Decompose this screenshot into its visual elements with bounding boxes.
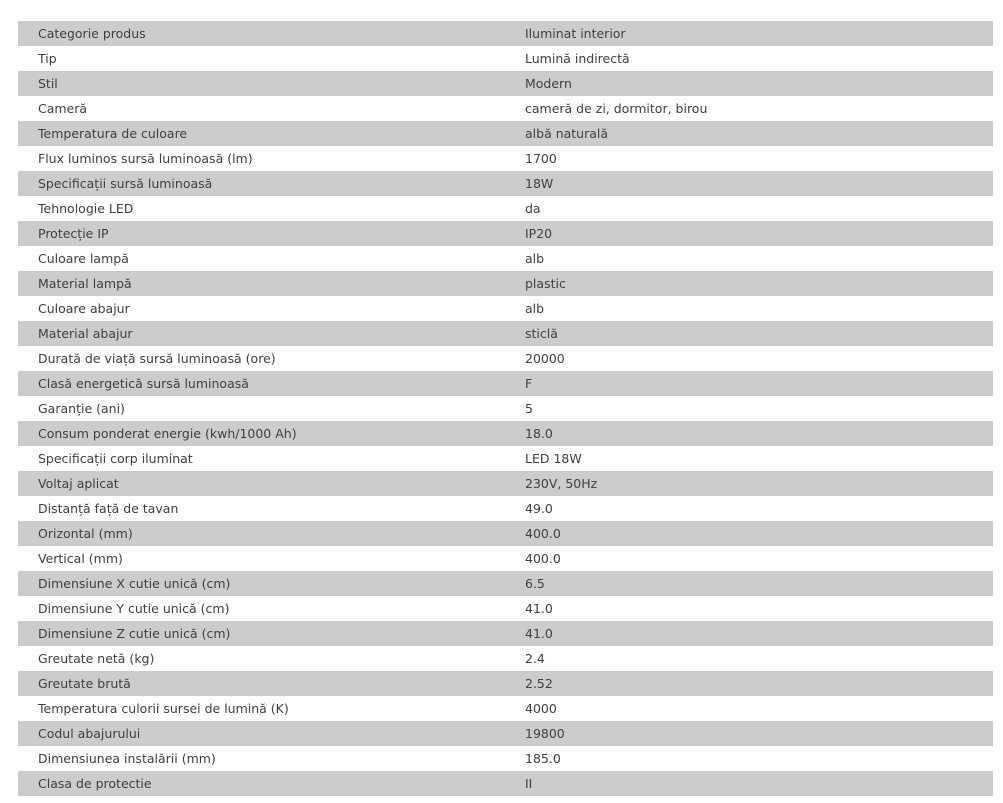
spec-label: Temperatura culorii sursei de lumină (K) <box>18 696 505 721</box>
spec-value: 18W <box>505 171 993 196</box>
spec-row <box>18 571 993 596</box>
spec-value: II <box>505 771 993 796</box>
spec-label: Consum ponderat energie (kwh/1000 Ah) <box>18 421 505 446</box>
spec-row <box>18 671 993 696</box>
spec-value: 49.0 <box>505 496 993 521</box>
spec-row <box>18 771 993 796</box>
spec-value: IP20 <box>505 221 993 246</box>
spec-row <box>18 46 993 71</box>
spec-label: Durată de viață sursă luminoasă (ore) <box>18 346 505 371</box>
spec-row <box>18 396 993 421</box>
spec-row <box>18 71 993 96</box>
specifications-table <box>18 21 993 796</box>
spec-row <box>18 21 993 46</box>
spec-row <box>18 146 993 171</box>
spec-label: Culoare lampă <box>18 246 505 271</box>
spec-label: Vertical (mm) <box>18 546 505 571</box>
spec-value: LED 18W <box>505 446 993 471</box>
spec-row <box>18 521 993 546</box>
spec-label: Orizontal (mm) <box>18 521 505 546</box>
spec-value: 4000 <box>505 696 993 721</box>
specifications-table-body <box>18 21 993 796</box>
spec-row <box>18 446 993 471</box>
spec-row <box>18 471 993 496</box>
spec-row <box>18 721 993 746</box>
spec-label: Temperatura de culoare <box>18 121 505 146</box>
spec-value: Lumină indirectă <box>505 46 993 71</box>
spec-row <box>18 271 993 296</box>
spec-label: Tip <box>18 46 505 71</box>
spec-row <box>18 421 993 446</box>
spec-value: Iluminat interior <box>505 21 993 46</box>
spec-label: Dimensiune Y cutie unică (cm) <box>18 596 505 621</box>
spec-value: 5 <box>505 396 993 421</box>
spec-row <box>18 546 993 571</box>
spec-row <box>18 496 993 521</box>
spec-label: Specificații sursă luminoasă <box>18 171 505 196</box>
spec-row <box>18 746 993 771</box>
spec-value: 20000 <box>505 346 993 371</box>
spec-row <box>18 346 993 371</box>
spec-row <box>18 96 993 121</box>
spec-label: Greutate brută <box>18 671 505 696</box>
spec-label: Categorie produs <box>18 21 505 46</box>
spec-value: 230V, 50Hz <box>505 471 993 496</box>
spec-value: alb <box>505 246 993 271</box>
spec-value: 185.0 <box>505 746 993 771</box>
spec-row <box>18 246 993 271</box>
spec-value: 19800 <box>505 721 993 746</box>
spec-row <box>18 621 993 646</box>
spec-label: Protecție IP <box>18 221 505 246</box>
spec-row <box>18 121 993 146</box>
spec-label: Voltaj aplicat <box>18 471 505 496</box>
spec-value: da <box>505 196 993 221</box>
spec-label: Dimensiune Z cutie unică (cm) <box>18 621 505 646</box>
spec-label: Material abajur <box>18 321 505 346</box>
spec-value: 400.0 <box>505 521 993 546</box>
spec-value: 41.0 <box>505 621 993 646</box>
spec-value: 18.0 <box>505 421 993 446</box>
spec-label: Material lampă <box>18 271 505 296</box>
spec-value: albă naturală <box>505 121 993 146</box>
spec-value: 6.5 <box>505 571 993 596</box>
spec-value: alb <box>505 296 993 321</box>
spec-row <box>18 196 993 221</box>
spec-label: Specificații corp iluminat <box>18 446 505 471</box>
spec-row <box>18 221 993 246</box>
spec-label: Stil <box>18 71 505 96</box>
spec-label: Distanță față de tavan <box>18 496 505 521</box>
spec-row <box>18 371 993 396</box>
spec-label: Greutate netă (kg) <box>18 646 505 671</box>
spec-row <box>18 646 993 671</box>
spec-label: Tehnologie LED <box>18 196 505 221</box>
spec-value: sticlă <box>505 321 993 346</box>
spec-label: Clasă energetică sursă luminoasă <box>18 371 505 396</box>
spec-value: 2.4 <box>505 646 993 671</box>
spec-label: Clasa de protectie <box>18 771 505 796</box>
spec-label: Culoare abajur <box>18 296 505 321</box>
spec-row <box>18 321 993 346</box>
spec-value: plastic <box>505 271 993 296</box>
spec-label: Cameră <box>18 96 505 121</box>
spec-value: 2.52 <box>505 671 993 696</box>
spec-label: Codul abajurului <box>18 721 505 746</box>
spec-label: Dimensiunea instalării (mm) <box>18 746 505 771</box>
spec-value: cameră de zi, dormitor, birou <box>505 96 993 121</box>
spec-row <box>18 596 993 621</box>
spec-label: Dimensiune X cutie unică (cm) <box>18 571 505 596</box>
spec-value: 1700 <box>505 146 993 171</box>
spec-value: 400.0 <box>505 546 993 571</box>
spec-row <box>18 696 993 721</box>
spec-row <box>18 296 993 321</box>
spec-label: Garanție (ani) <box>18 396 505 421</box>
spec-value: F <box>505 371 993 396</box>
spec-label: Flux luminos sursă luminoasă (lm) <box>18 146 505 171</box>
spec-row <box>18 171 993 196</box>
spec-value: Modern <box>505 71 993 96</box>
spec-value: 41.0 <box>505 596 993 621</box>
